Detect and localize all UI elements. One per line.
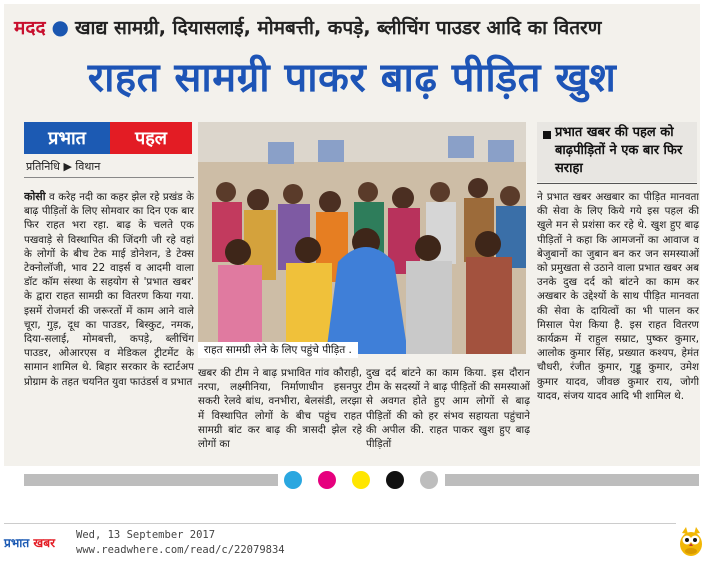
photo-caption: राहत सामग्री लेने के लिए पहुंचे पीड़ित . — [198, 342, 358, 358]
crowd-photo-illustration — [198, 122, 526, 354]
brand-part2: पहल — [110, 122, 192, 154]
column-4-text: ने प्रभात खबर अखबार का पीड़ित मानवता की सेवा के लिए किये गये इस पहल की खुले मन से प्रशंसा कर रहे थे. खुश हुए बाढ़ पीड़ितों ने कहा कि आमजनों का आवाज व बेजुबानों का जुबान बन कर जन समस्याओं को प्रमुखता से उठाने वाला प्रभात खबर अब उनके दुख दर्द को बांटने का काम कर अखबार के उद्देश्यों के साथ पीड़ित मानवता की सेवा के दायित्वों का भी पालन कर मिसाल पेश किया है. इस राहत वितरण कार्यक्रम में राहुल सम्राट, पुष्कर कुमार, आलोक कुमार सिंह, प्रख्यात कश्यप, हेमंत चौधरी, रंजीत कुमार, गुड्डू कुमार, उमेश कुमार यादव, जीवछ कुमार राय, जोगी यादव, संजय यादव आदि भी शामिल थे. — [537, 191, 699, 402]
news-photo — [198, 122, 526, 354]
article-column-1 — [24, 190, 194, 460]
prabhat-khabar-logo[interactable] — [4, 530, 72, 552]
edition-date: Wed, 13 September 2017 — [76, 529, 216, 541]
kicker-label: मदद — [14, 17, 46, 39]
kicker-text: खाद्य सामग्री, दियासलाई, मोमबत्ती, कपड़े, ब्लीचिंग पाउडर आदि का वितरण — [75, 17, 602, 39]
kicker-line — [14, 8, 690, 46]
column-3-text: दुख दर्द बांटने का काम किया. इस दौरान टीम के सदस्यों ने बाढ़ पीड़ितों की समस्याओं से अवगत होते हुए आम लोगों से बाढ़ पीड़ितों की को हर संभव सहायता पहुंचाने की अपील की. राहत पाकर खुश हुए बाढ़ पीड़ितों — [366, 367, 530, 451]
brand-part1: प्रभात — [24, 122, 110, 154]
article-column-3 — [366, 366, 530, 464]
grey-swatch — [420, 471, 438, 489]
pull-quote — [537, 122, 697, 182]
dateline: कोसी — [24, 190, 46, 203]
divider — [24, 177, 194, 178]
logo-part2: खबर — [33, 536, 55, 550]
headline: राहत सामग्री पाकर बाढ़ पीड़ित खुश — [87, 55, 617, 101]
newspaper-clipping — [4, 4, 700, 466]
footer-divider — [4, 523, 676, 524]
magenta-swatch — [318, 471, 336, 489]
logo-part1: प्रभात — [4, 536, 30, 550]
scrollbar-right[interactable] — [445, 474, 699, 486]
column-1-text: व करेह नदी का कहर झेल रहे प्रखंड के बाढ़ पीड़ितों के लिए सोमवार का दिन एक बार फिर राहत भरा रहा. बाढ़ के चलते एक पखवाड़े से विस्थापित की जिंदगी जी रहे वहां के लोगों के बीच टेक माई डोनेशन, डे टेक्स टेक्नोलॉजी, भाव 22 वाइर्स व आदमी वाला डॉट कॉम संस्था के सहयोग से 'प्रभात खबर' के द्वारा राहत सामग्री का वितरण किया गया. इसमें रोजमर्रा की जरूरतों में काम आने वाले चूरा, गुड़, दूध का पाउडर, बिस्कुट, नमक, दिया-सलाई, मोमबत्ती, कपड़े, ब्लीचिंग पाउडर, ओआरएस व मेडिकल ट्रीटमेंट के सामान शामिल थे. बिहार सरकार के स्टार्टअप प्रोग्राम के तहत चयनित युवा फाउंडर्स व प्रभात — [24, 191, 194, 388]
edition-url[interactable]: www.readwhere.com/read/c/22079834 — [76, 544, 285, 556]
bullet-icon: ● — [51, 15, 69, 39]
prabhat-pahal-logo — [24, 122, 192, 154]
pull-quote-text: प्रभात खबर की पहल को बाढ़पीड़ितों ने एक बार फिर सराहा — [555, 125, 683, 176]
cyan-swatch — [284, 471, 302, 489]
owl-icon[interactable] — [679, 525, 703, 557]
black-swatch — [386, 471, 404, 489]
pull-quote-rule — [537, 183, 697, 184]
article-column-2 — [198, 366, 362, 464]
yellow-swatch — [352, 471, 370, 489]
byline: प्रतिनिधि ▶ विथान — [26, 160, 101, 173]
column-2-text: खबर की टीम ने बाढ़ प्रभावित गांव कौराही, नरपा, लक्ष्मीनिया, निर्माणाधीन हसनपुर सकरी रेलवे बांध, वनभीरा, बेलसंडी, लरझा में विस्थापित लोगों के बीच पहुंच राहत सामग्री बांट कर बाढ़ की त्रासदी झेल रहे लोगों का — [198, 367, 362, 451]
article-column-4 — [537, 190, 699, 464]
scrollbar-left[interactable] — [24, 474, 278, 486]
square-bullet-icon — [543, 131, 551, 139]
edition-meta — [76, 528, 285, 558]
